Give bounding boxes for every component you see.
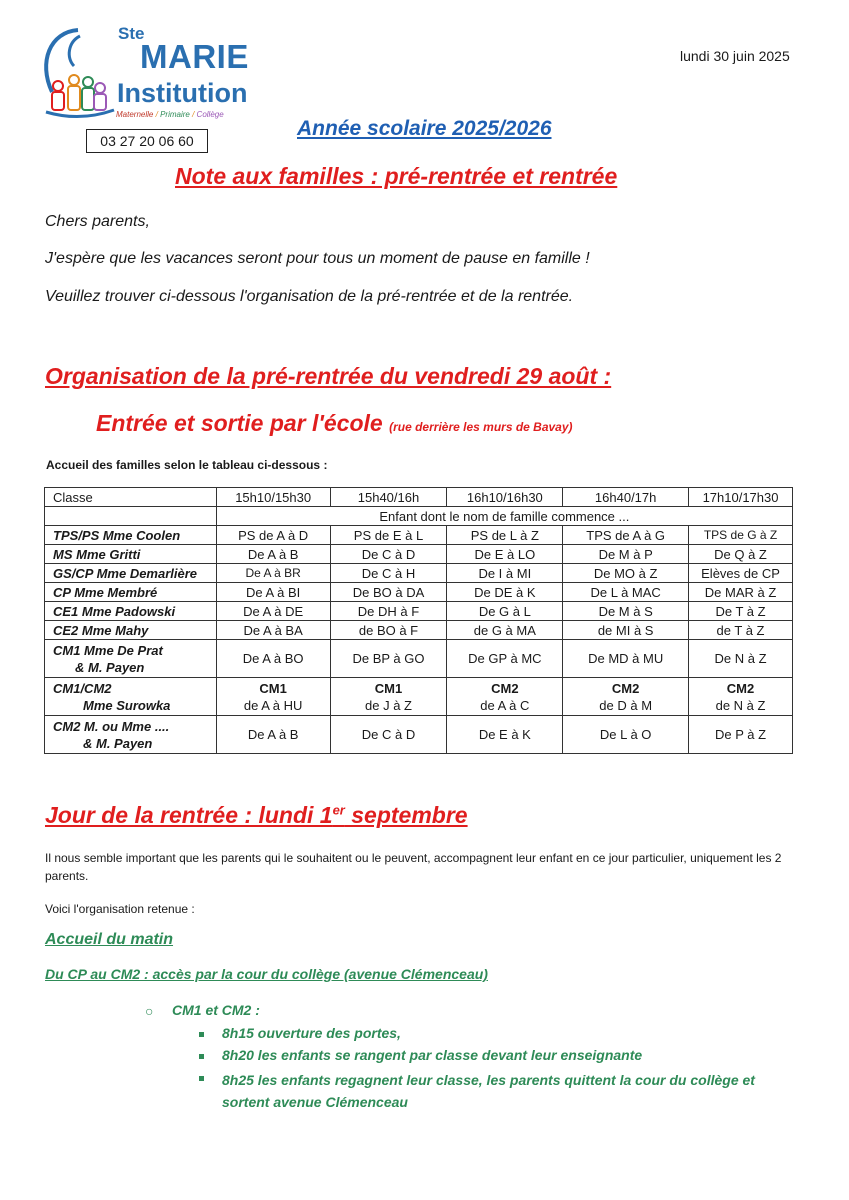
table-cell: De E à LO — [447, 545, 563, 564]
table-class-cell — [45, 640, 217, 678]
class-line-2: Mme Surowka — [83, 697, 171, 713]
range-label: de J à Z — [365, 697, 412, 713]
table-cell: De A à BI — [216, 583, 330, 602]
table-cell: de BO à F — [330, 621, 447, 640]
class-line-1: CM2 M. ou Mme .... — [53, 718, 170, 734]
table-header-cell: 15h40/16h — [330, 488, 447, 507]
level-label: CM2 — [491, 680, 519, 696]
table-cell: De T à Z — [689, 602, 793, 621]
letter-date: lundi 30 juin 2025 — [680, 48, 790, 64]
table-cell: De C à D — [330, 716, 447, 754]
table-cell: De E à K — [447, 716, 563, 754]
table-cell — [216, 678, 330, 716]
schedule-item: 8h20 les enfants se rangent par classe devant leur enseignante — [222, 1047, 643, 1063]
table-row — [45, 526, 793, 545]
logo-tag-maternelle: Maternelle — [116, 110, 154, 119]
logo-st: Ste — [118, 24, 145, 43]
rentree-paragraph: Il nous semble important que les parents qui le souhaitent ou le peuvent, accompagnent leur enfant en ce jour particulier, uniquement les 2 parents. — [45, 851, 782, 883]
class-line-2: & M. Payen — [75, 659, 145, 675]
schedule-item: 8h15 ouverture des portes, — [222, 1025, 401, 1041]
table-cell: De M à S — [563, 602, 689, 621]
intro-line-1: J'espère que les vacances seront pour tous un moment de pause en famille ! — [45, 250, 590, 267]
table-cell: De MO à Z — [563, 564, 689, 583]
schedule-item: 8h25 les enfants regagnent leur classe, les parents quittent la cour du collège et sortent avenue Clémenceau — [222, 1072, 755, 1110]
logo-marie: MARIE — [140, 38, 249, 75]
range-label: de N à Z — [715, 697, 766, 713]
table-header-row — [45, 488, 793, 507]
entree-text: Entrée et sortie par l'école — [96, 410, 383, 436]
square-bullet-icon — [199, 1032, 204, 1037]
level-label: CM1 — [374, 680, 403, 696]
table-cell: de G à MA — [447, 621, 563, 640]
table-cell — [689, 678, 793, 716]
table-subheader: Enfant dont le nom de famille commence ... — [216, 507, 792, 526]
accueil-matin-heading: Accueil du matin — [45, 931, 174, 948]
table-cell: De G à L — [447, 602, 563, 621]
rentree-heading-month: septembre — [344, 802, 468, 828]
schedule-table — [44, 487, 793, 754]
table-class-cell: GS/CP Mme Demarlière — [45, 564, 217, 583]
class-line-1: CM1 Mme De Prat — [53, 642, 163, 658]
square-bullet-icon — [199, 1054, 204, 1059]
rentree-organisation-intro: Voici l'organisation retenue : — [45, 902, 195, 916]
table-cell: PS de E à L — [330, 526, 447, 545]
class-line-2: & M. Payen — [83, 735, 153, 751]
table-cell: De P à Z — [689, 716, 793, 754]
table-class-cell — [45, 716, 217, 754]
table-class-cell — [45, 678, 217, 716]
rentree-heading-sup: er — [332, 802, 345, 818]
table-cell: De GP à MC — [447, 640, 563, 678]
table-cell: de MI à S — [563, 621, 689, 640]
intro-line-2: Veuillez trouver ci-dessous l'organisation de la pré-rentrée et de la rentrée. — [45, 288, 574, 305]
entree-heading — [96, 410, 573, 437]
table-cell: De A à BR — [216, 564, 330, 583]
table-cell: De DE à K — [447, 583, 563, 602]
table-cell: De N à Z — [689, 640, 793, 678]
school-year-title: Année scolaire 2025/2026 — [297, 117, 552, 140]
logo-tagline: Maternelle / Primaire / Collège — [116, 110, 224, 119]
accueil-label: Accueil des familles selon le tableau ci-dessous : — [46, 458, 328, 472]
table-cell: De MAR à Z — [689, 583, 793, 602]
table-cell: De M à P — [563, 545, 689, 564]
circle-bullet-icon: ○ — [145, 1003, 154, 1019]
table-header-cell: 16h10/16h30 — [447, 488, 563, 507]
table-cell — [563, 678, 689, 716]
table-cell: De L à MAC — [563, 583, 689, 602]
table-cell: PS de A à D — [216, 526, 330, 545]
table-row — [45, 678, 793, 716]
table-cell: PS de L à Z — [447, 526, 563, 545]
logo-institution: Institution — [117, 78, 248, 108]
table-cell: De BP à GO — [330, 640, 447, 678]
table-class-cell: TPS/PS Mme Coolen — [45, 526, 217, 545]
table-row — [45, 583, 793, 602]
logo-tag-college: Collège — [196, 110, 224, 119]
table-cell: De A à BA — [216, 621, 330, 640]
greeting: Chers parents, — [45, 213, 150, 230]
table-cell: De C à H — [330, 564, 447, 583]
table-class-cell: CE2 Mme Mahy — [45, 621, 217, 640]
table-cell: De A à BO — [216, 640, 330, 678]
table-header-cell: 16h40/17h — [563, 488, 689, 507]
table-cell — [330, 678, 447, 716]
table-cell: De L à O — [563, 716, 689, 754]
table-row — [45, 716, 793, 754]
level-label: CM1 — [259, 680, 287, 696]
table-cell: De A à B — [216, 545, 330, 564]
table-cell: De Q à Z — [689, 545, 793, 564]
rentree-heading — [45, 802, 468, 829]
logo-tag-primaire: Primaire — [160, 110, 190, 119]
table-cell — [447, 678, 563, 716]
table-class-cell: MS Mme Gritti — [45, 545, 217, 564]
square-bullet-icon — [199, 1076, 204, 1081]
pre-rentree-heading: Organisation de la pré-rentrée du vendredi 29 août : — [45, 363, 612, 389]
level-label: CM2 — [611, 680, 640, 696]
range-label: de D à M — [599, 697, 653, 713]
table-cell: De A à DE — [216, 602, 330, 621]
table-class-cell: CP Mme Membré — [45, 583, 217, 602]
range-label: de A à HU — [243, 697, 303, 713]
level-label: CM2 — [726, 680, 755, 696]
table-header-cell: 17h10/17h30 — [689, 488, 793, 507]
table-cell: TPS de A à G — [563, 526, 689, 545]
rentree-heading-text: Jour de la rentrée : lundi 1 — [45, 802, 333, 828]
table-cell: De MD à MU — [563, 640, 689, 678]
table-cell: De C à D — [330, 545, 447, 564]
table-row — [45, 545, 793, 564]
table-class-cell: CE1 Mme Padowski — [45, 602, 217, 621]
table-row — [45, 640, 793, 678]
table-cell: De BO à DA — [330, 583, 447, 602]
table-row — [45, 564, 793, 583]
range-label: de A à C — [480, 697, 530, 713]
table-cell: De A à B — [216, 716, 330, 754]
table-subheader-row — [45, 507, 793, 526]
phone-box: 03 27 20 06 60 — [86, 129, 208, 153]
table-cell: Elèves de CP — [689, 564, 793, 583]
table-cell: de T à Z — [689, 621, 793, 640]
table-cell: De DH à F — [330, 602, 447, 621]
table-header-cell: 15h10/15h30 — [216, 488, 330, 507]
entree-note: (rue derrière les murs de Bavay) — [389, 420, 573, 434]
table-cell: De I à MI — [447, 564, 563, 583]
cm1-cm2-label: CM1 et CM2 : — [172, 1002, 260, 1018]
table-row — [45, 621, 793, 640]
table-row — [45, 602, 793, 621]
table-header-cell: Classe — [45, 488, 217, 507]
table-cell: TPS de G à Z — [689, 526, 793, 545]
page-title: Note aux familles : pré-rentrée et rentrée — [175, 163, 618, 189]
cp-cm2-heading: Du CP au CM2 : accès par la cour du collège (avenue Clémenceau) — [45, 966, 488, 982]
class-line-1: CM1/CM2 — [53, 680, 112, 696]
